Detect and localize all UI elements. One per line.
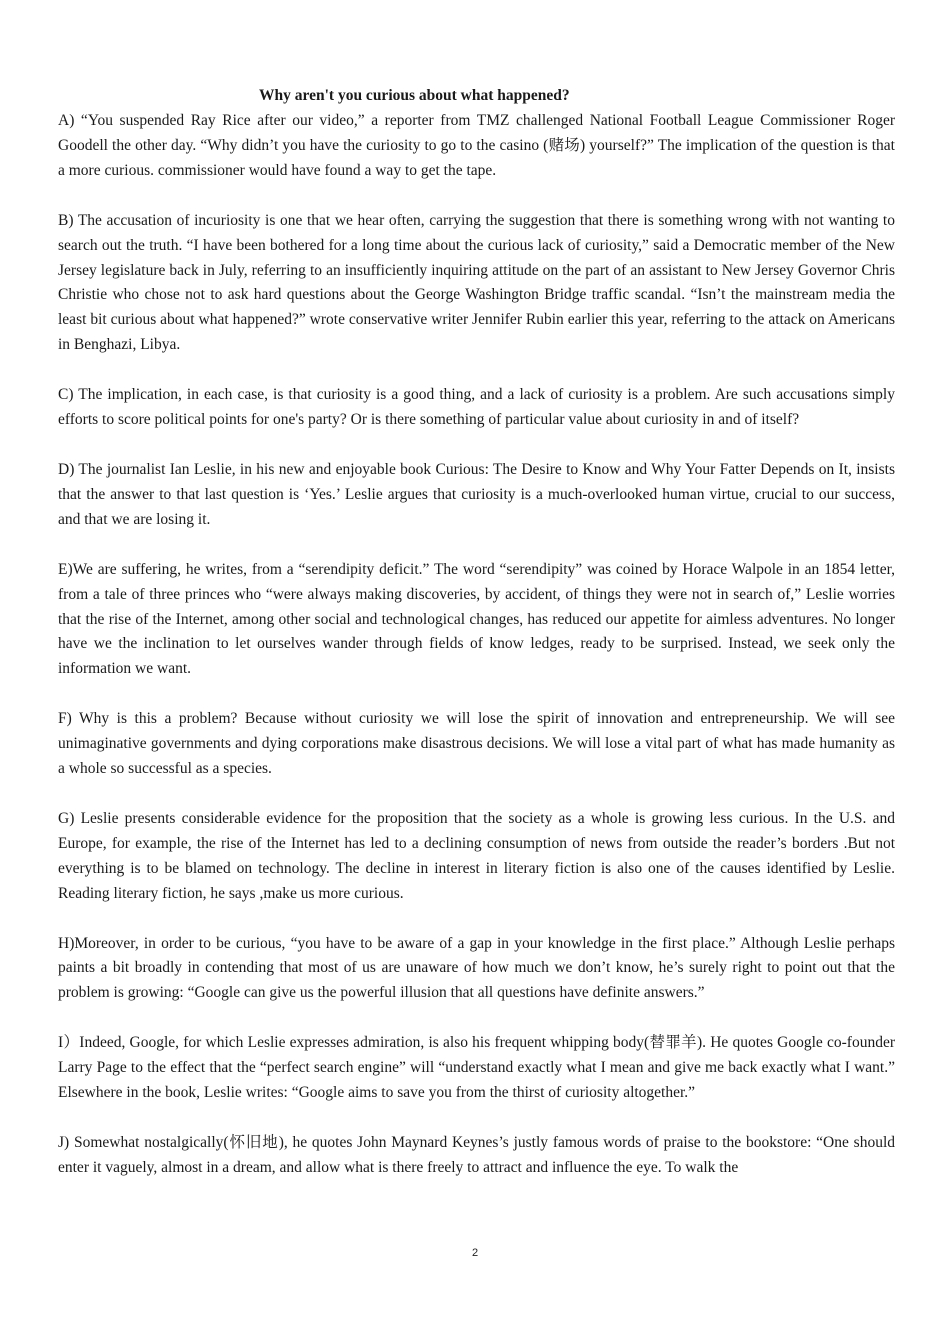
paragraph-g: G) Leslie presents considerable evidence for the proposition that the society as a whole is growing less curious. In the U.S. and Europe, for example, the rise of the Internet has led to a declining consumption of news from outside the reader’s borders .But not everything is to be blamed on technology. The decline in interest in literary fiction is also one of the causes identified by Leslie. Reading literary fiction, he says ,make us more curious. [58, 809, 895, 902]
paragraph-e: E)We are suffering, he writes, from a “serendipity deficit.” The word “serendipity” was coined by Horace Walpole in an 1854 letter, from a tale of three princes who “were always making discoveries, by accident, of things they were not in search of,” Leslie worries that the rise of the Internet, among other social and technological changes, has reduced our appetite for aimless adventures. No longer have we the inclination to let ourselves wander through fields of know ledges, ready to be surprised. Instead, we seek only the information we want. [58, 560, 895, 678]
paragraph-f: F) Why is this a problem? Because without curiosity we will lose the spirit of innovation and entrepreneurship. We will see unimaginative governments and dying corporations make disastrous decisions. We will lose a vital part of what has made humanity as a whole so successful as a species. [58, 710, 895, 778]
paragraph-d: D) The journalist Ian Leslie, in his new and enjoyable book Curious: The Desire to Know and Why Your Fatter Depends on It, insists that the answer to that last question is ‘Yes.’ Leslie argues that curiosity is a much-overlooked human virtue, crucial to our success, and that we are losing it. [58, 460, 895, 528]
document-body [58, 109, 895, 1206]
paragraph-b: B) The accusation of incuriosity is one that we hear often, carrying the suggestion that there is something wrong with not wanting to search out the truth. “I have been bothered for a long time about the curious lack of curiosity,” said a Democratic member of the New Jersey legislature back in July, referring to an insufficiently inquiring attitude on the part of an assistant to New Jersey Governor Chris Christie who chose not to ask hard questions about the George Washington Bridge traffic scandal. “Isn’t the mainstream media the least bit curious about what happened?” wrote conservative writer Jennifer Rubin earlier this year, referring to the attack on Americans in Benghazi, Libya. [58, 211, 895, 354]
paragraph-h: H)Moreover, in order to be curious, “you have to be aware of a gap in your knowledge in the first place.” Although Leslie perhaps paints a bit broadly in contending that most of us are unaware of how much we don’t know, he’s surely right to point out that the problem is growing: “Google can give us the powerful illusion that all questions have definite answers.” [58, 934, 895, 1002]
paragraph-c: C) The implication, in each case, is that curiosity is a good thing, and a lack of curiosity is a problem. Are such accusations simply efforts to score political points for one's party? Or is there something of particular value about curiosity in and of itself? [58, 386, 895, 429]
paragraph-j: J) Somewhat nostalgically(怀旧地), he quotes John Maynard Keynes’s justly famous words of praise to the bookstore: “One should enter it vaguely, almost in a dream, and allow what is there freely to attract and influence the eye. To walk the [58, 1134, 895, 1176]
document-title: Why aren't you curious about what happened? [259, 87, 570, 104]
paragraph-i: I）Indeed, Google, for which Leslie expresses admiration, is also his frequent whipping body(替罪羊). He quotes Google co-founder Larry Page to the effect that the “perfect search engine” will “understand exactly what I mean and give me back exactly what I want.” Elsewhere in the book, Leslie writes: “Google aims to save you from the thirst of curiosity altogether.” [58, 1034, 895, 1102]
page-number: 2 [471, 1247, 479, 1259]
paragraph-a: A) “You suspended Ray Rice after our video,” a reporter from TMZ challenged National Football League Commissioner Roger Goodell the other day. “Why didn’t you have the curiosity to go to the casino (赌场) yourself?” The implication of the question is that a more curious. commissioner would have found a way to get the tape. [58, 112, 895, 179]
